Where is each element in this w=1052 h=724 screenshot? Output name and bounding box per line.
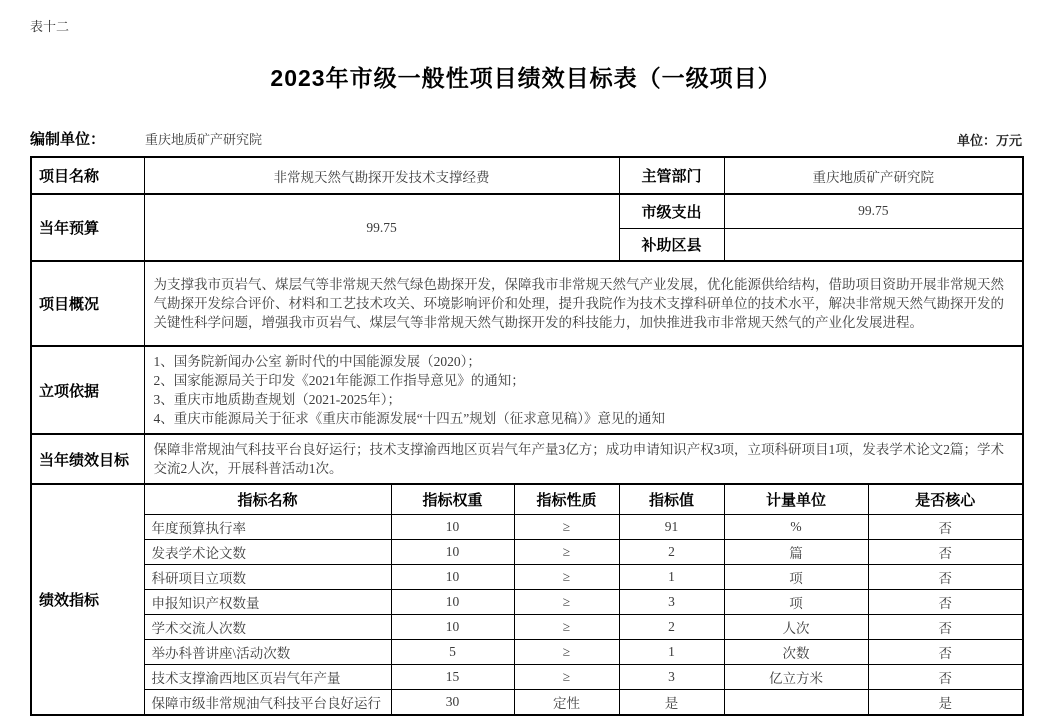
table-row — [31, 194, 1023, 228]
indicator-weight-cell: 10 — [391, 614, 514, 639]
budget-label: 当年预算 — [31, 194, 144, 261]
indicator-header-weight: 指标权重 — [391, 484, 514, 514]
indicator-core-cell: 否 — [868, 589, 1023, 614]
indicator-core-cell: 否 — [868, 639, 1023, 664]
indicator-nature-cell: 定性 — [514, 689, 619, 715]
prepared-by-label: 编制单位： — [30, 131, 106, 148]
indicator-core-cell: 否 — [868, 539, 1023, 564]
dept-value: 重庆地质矿产研究院 — [724, 157, 1023, 194]
indicator-name-cell: 技术支撑渝西地区页岩气年产量 — [144, 664, 391, 689]
project-name-value: 非常规天然气勘探开发技术支撑经费 — [144, 157, 619, 194]
indicator-row — [31, 539, 1023, 564]
indicator-unit-cell: 次数 — [724, 639, 868, 664]
indicator-weight-cell: 5 — [391, 639, 514, 664]
indicator-header-value: 指标值 — [619, 484, 724, 514]
indicator-name-cell: 保障市级非常规油气科技平台良好运行 — [144, 689, 391, 715]
indicator-row — [31, 564, 1023, 589]
budget-value: 99.75 — [144, 194, 619, 261]
indicator-core-cell: 否 — [868, 664, 1023, 689]
basis-line: 2、国家能源局关于印发《2021年能源工作指导意见》的通知； — [153, 373, 525, 388]
doc-number: 表十二 — [30, 19, 70, 34]
indicator-unit-cell — [724, 689, 868, 715]
table-row — [31, 434, 1023, 484]
indicator-value-cell: 是 — [619, 689, 724, 715]
indicator-unit-cell: 项 — [724, 564, 868, 589]
basis-label: 立项依据 — [31, 346, 144, 434]
indicator-value-cell: 91 — [619, 514, 724, 539]
indicator-core-cell: 否 — [868, 514, 1023, 539]
indicator-weight-cell: 10 — [391, 589, 514, 614]
city-expense-label: 市级支出 — [619, 194, 724, 228]
indicator-value-cell: 2 — [619, 539, 724, 564]
unit-note: 单位：万元 — [956, 133, 1022, 148]
indicator-unit-cell: 项 — [724, 589, 868, 614]
indicator-name-cell: 学术交流人次数 — [144, 614, 391, 639]
indicator-core-cell: 是 — [868, 689, 1023, 715]
project-name-label: 项目名称 — [31, 157, 144, 194]
basis-line: 3、重庆市地质勘查规划（2021-2025年）； — [153, 392, 401, 407]
indicator-unit-cell: 人次 — [724, 614, 868, 639]
indicator-name-cell: 举办科普讲座\活动次数 — [144, 639, 391, 664]
indicator-nature-cell: ≥ — [514, 639, 619, 664]
overview-label: 项目概况 — [31, 261, 144, 346]
indicator-row — [31, 664, 1023, 689]
indicator-row — [31, 639, 1023, 664]
indicator-header-nature: 指标性质 — [514, 484, 619, 514]
indicator-value-cell: 3 — [619, 664, 724, 689]
indicator-header-unit: 计量单位 — [724, 484, 868, 514]
indicator-weight-cell: 15 — [391, 664, 514, 689]
city-expense-value: 99.75 — [724, 194, 1023, 228]
indicator-unit-cell: 篇 — [724, 539, 868, 564]
indicator-weight-cell: 10 — [391, 564, 514, 589]
indicator-header-name: 指标名称 — [144, 484, 391, 514]
indicator-nature-cell: ≥ — [514, 539, 619, 564]
page-title: 2023年市级一般性项目绩效目标表（一级项目） — [270, 65, 782, 91]
basis-text — [144, 346, 1023, 434]
indicator-core-cell: 否 — [868, 564, 1023, 589]
prepared-by-value: 重庆地质矿产研究院 — [145, 132, 263, 147]
meta-row — [30, 128, 1022, 148]
annual-target-label: 当年绩效目标 — [31, 434, 144, 484]
indicator-name-cell: 申报知识产权数量 — [144, 589, 391, 614]
indicator-row — [31, 614, 1023, 639]
indicator-row — [31, 589, 1023, 614]
indicator-row — [31, 514, 1023, 539]
indicator-unit-cell: % — [724, 514, 868, 539]
indicator-value-cell: 2 — [619, 614, 724, 639]
table-row — [31, 157, 1023, 194]
indicator-name-cell: 年度预算执行率 — [144, 514, 391, 539]
indicator-value-cell: 3 — [619, 589, 724, 614]
indicator-weight-cell: 10 — [391, 539, 514, 564]
indicator-nature-cell: ≥ — [514, 614, 619, 639]
indicator-nature-cell: ≥ — [514, 514, 619, 539]
dept-label: 主管部门 — [619, 157, 724, 194]
subsidy-value — [724, 228, 1023, 261]
subsidy-label: 补助区县 — [619, 228, 724, 261]
indicator-core-cell: 否 — [868, 614, 1023, 639]
indicator-value-cell: 1 — [619, 564, 724, 589]
indicator-name-cell: 发表学术论文数 — [144, 539, 391, 564]
indicators-section-label: 绩效指标 — [31, 484, 144, 715]
performance-target-table — [30, 156, 1024, 716]
table-row — [31, 346, 1023, 434]
indicator-weight-cell: 10 — [391, 514, 514, 539]
indicator-unit-cell: 亿立方米 — [724, 664, 868, 689]
indicator-header-core: 是否核心 — [868, 484, 1023, 514]
overview-text: 为支撑我市页岩气、煤层气等非常规天然气绿色勘探开发，保障我市非常规天然气产业发展，优化能源供给结构，借助项目资助开展非常规天然气勘探开发综合评价、材料和工艺技术攻关、环境影响评价和处理，提升我院作为技术支撑科研单位的技术水平，解决非常规天然气勘探开发的关键性科学问题，增强我市页岩气、煤层气等非常规天然气勘探开发的科技能力，加快推进我市非常规天然气的产业化发展进程。 — [144, 261, 1023, 346]
indicator-nature-cell: ≥ — [514, 589, 619, 614]
indicator-header-row — [31, 484, 1023, 514]
indicator-row — [31, 689, 1023, 715]
indicator-value-cell: 1 — [619, 639, 724, 664]
indicator-weight-cell: 30 — [391, 689, 514, 715]
basis-line: 4、重庆市能源局关于征求《重庆市能源发展“十四五”规划（征求意见稿）》意见的通知 — [153, 411, 665, 426]
basis-line: 1、国务院新闻办公室 新时代的中国能源发展（2020）； — [153, 354, 481, 369]
indicator-name-cell: 科研项目立项数 — [144, 564, 391, 589]
table-row — [31, 261, 1023, 346]
indicator-nature-cell: ≥ — [514, 664, 619, 689]
indicator-nature-cell: ≥ — [514, 564, 619, 589]
annual-target-text: 保障非常规油气科技平台良好运行；技术支撑渝西地区页岩气年产量3亿方；成功申请知识产权3项，立项科研项目1项，发表学术论文2篇；学术交流2人次，开展科普活动1次。 — [144, 434, 1023, 484]
